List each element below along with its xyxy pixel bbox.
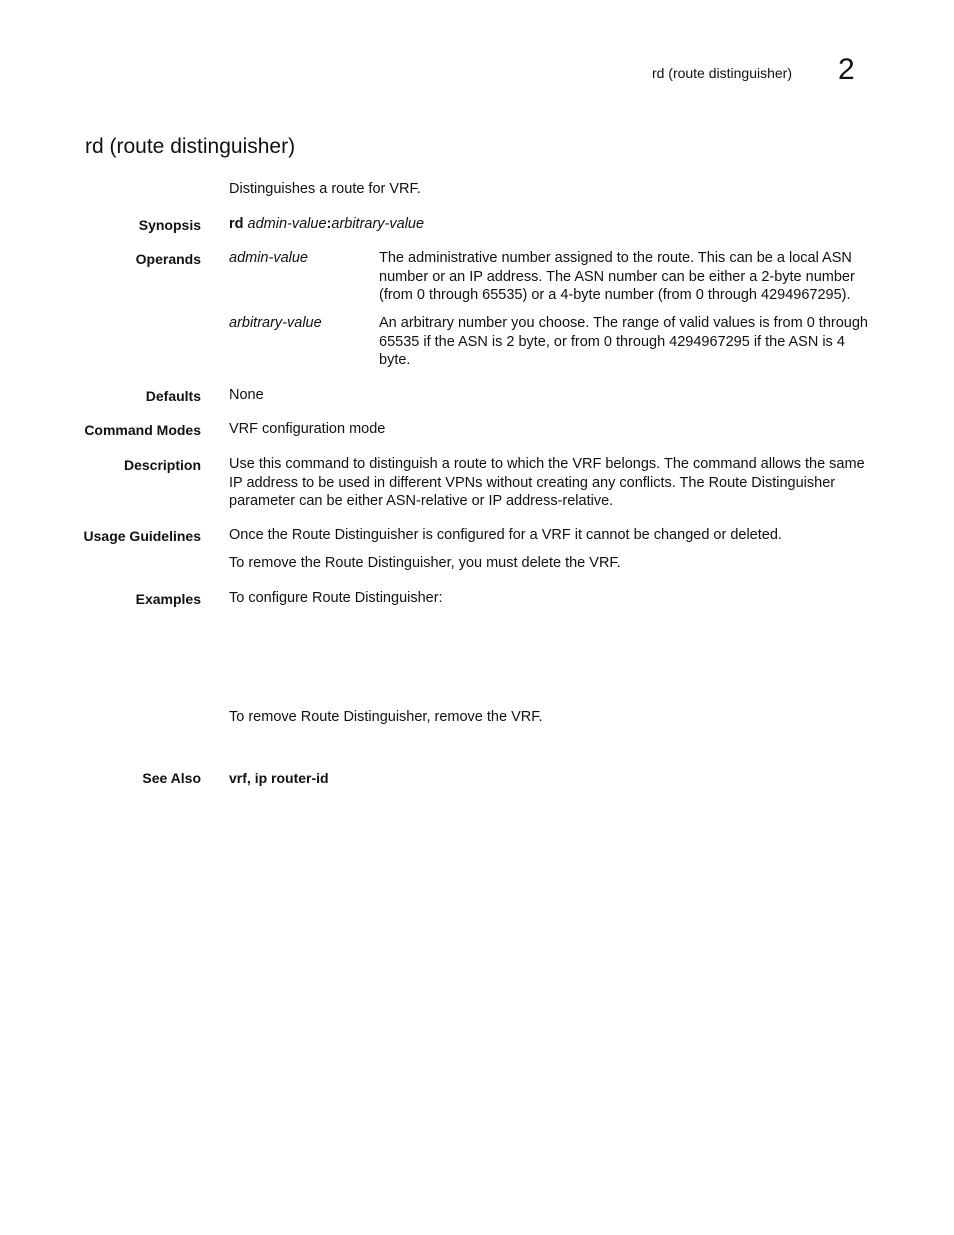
synopsis-command: rd xyxy=(229,216,244,232)
see-also-label: See Also xyxy=(142,770,201,786)
operand-description: An arbitrary number you choose. The range of valid values is from 0 through 65535 if the ASN is 2 byte, or from 0 through 4294967295 if the ASN is 4 byte. xyxy=(379,315,868,369)
synopsis-arg-arbitrary-value: arbitrary-value xyxy=(331,216,425,232)
operand-name: admin-value xyxy=(229,250,308,266)
operand-description: The administrative number assigned to the route. This can be a local ASN number or an IP address. The ASN number can be either a 2-byte number (from 0 through 65535) or a 4-byte number (from 0 through 4294967295). xyxy=(379,250,855,304)
usage-guidelines-label: Usage Guidelines xyxy=(83,528,201,544)
defaults-text: None xyxy=(229,387,264,403)
synopsis-arg-admin-value: admin-value xyxy=(247,216,327,232)
defaults-label: Defaults xyxy=(145,388,201,404)
see-also-link-ip-router-id[interactable]: ip router-id xyxy=(254,770,329,786)
synopsis-label: Synopsis xyxy=(138,217,201,233)
see-also-separator: , xyxy=(246,770,255,786)
examples-label: Examples xyxy=(135,591,201,607)
description-text: Use this command to distinguish a route to which the VRF belongs. The command allows the same IP address to be used in different VPNs without creating any conflicts. The Route Distinguisher parameter can be either ASN-relative or IP address-relative. xyxy=(229,456,865,510)
intro-text: Distinguishes a route for VRF. xyxy=(229,181,421,197)
usage-guidelines-paragraph: Once the Route Distinguisher is configured for a VRF it cannot be changed or deleted. xyxy=(229,527,782,543)
synopsis-text xyxy=(229,215,424,234)
description-label: Description xyxy=(123,457,201,473)
command-modes-label: Command Modes xyxy=(84,422,201,438)
operand-name: arbitrary-value xyxy=(229,315,322,331)
examples-paragraph: To configure Route Distinguisher: xyxy=(229,590,443,606)
see-also-links xyxy=(229,769,329,788)
page-title: rd (route distinguisher) xyxy=(85,135,296,158)
command-modes-text: VRF configuration mode xyxy=(229,421,386,437)
chapter-number: 2 xyxy=(838,53,855,86)
examples-paragraph: To remove Route Distinguisher, remove the VRF. xyxy=(229,709,543,725)
usage-guidelines-paragraph: To remove the Route Distinguisher, you must delete the VRF. xyxy=(229,555,621,571)
running-head: rd (route distinguisher) xyxy=(651,65,792,81)
see-also-link-vrf[interactable]: vrf xyxy=(229,770,247,786)
synopsis-separator: : xyxy=(326,216,332,232)
operands-label: Operands xyxy=(135,251,201,267)
